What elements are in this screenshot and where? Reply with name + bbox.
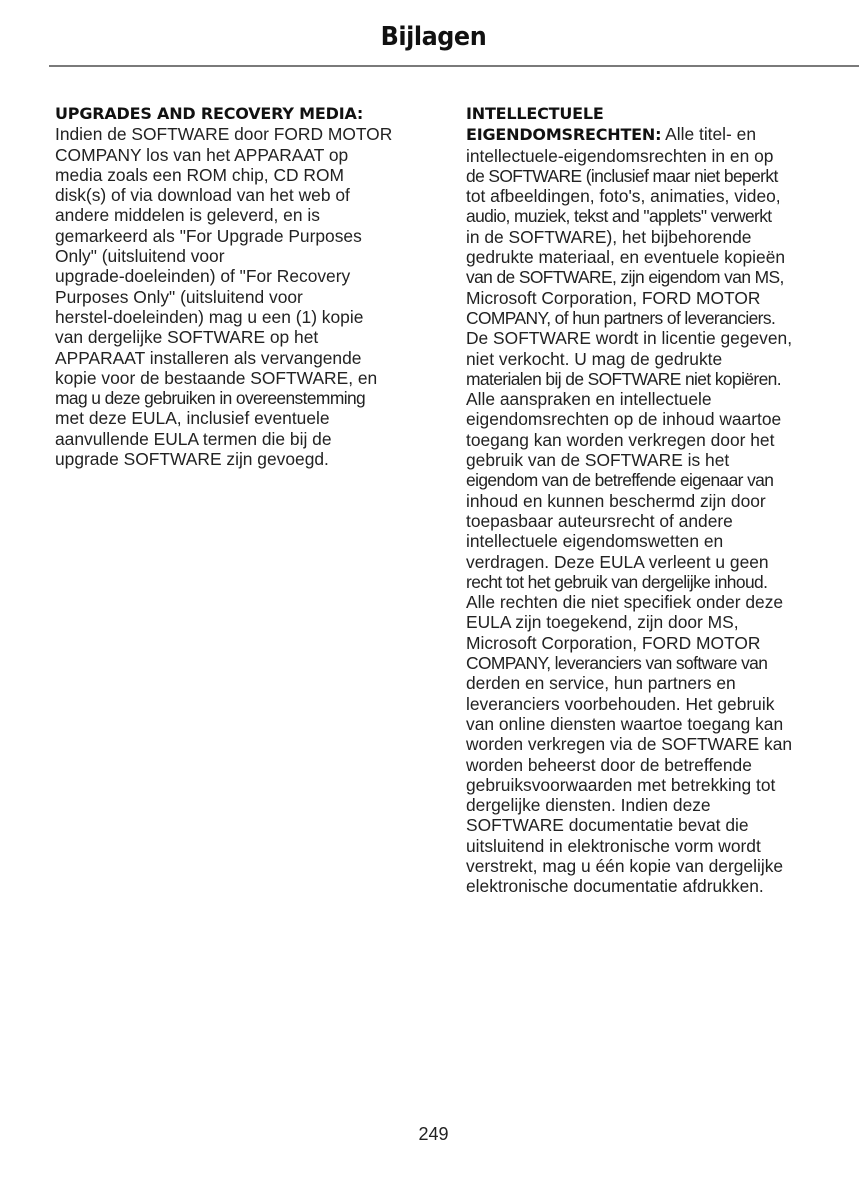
section-heading-continuation: EIGENDOMSRECHTEN: [466,125,662,145]
paragraph-line: met deze EULA, inclusief eventuele [55,408,330,429]
paragraph-line: niet verkocht. U mag de gedrukte [466,348,723,369]
paragraph-line: COMPANY los van het APPARAAT op [55,144,349,165]
paragraph-line: audio, muziek, tekst and "applets" verwerkt [466,206,772,227]
section-heading-intellectual-property: INTELLECTUELE [466,104,604,123]
paragraph-line: gebruiksvoorwaarden met betrekking tot [466,774,776,795]
paragraph-line: elektronische documentatie afdrukken. [466,876,764,897]
paragraph-line: van online diensten waartoe toegang kan [466,713,784,734]
paragraph-line: De SOFTWARE wordt in licentie gegeven, [466,328,793,349]
paragraph-line: recht tot het gebruik van dergelijke inhoud. [466,571,768,592]
paragraph-line: derden en service, hun partners en [466,673,736,694]
paragraph-line: Alle aanspraken en intellectuele [466,389,712,410]
paragraph-line: kopie voor de bestaande SOFTWARE, en [55,367,378,388]
paragraph-line: eigendomsrechten op de inhoud waartoe [466,409,782,430]
paragraph-line: toegang kan worden verkregen door het [466,429,775,450]
left-column [55,104,450,469]
paragraph-line: verdragen. Deze EULA verleent u geen [466,551,769,572]
header-divider [49,65,859,67]
paragraph-line: disk(s) of via download van het web of [55,185,350,206]
paragraph-line: in de SOFTWARE), het bijbehorende [466,226,752,247]
paragraph-line: leveranciers voorbehouden. Het gebruik [466,693,775,714]
paragraph-line: van de SOFTWARE, zijn eigendom van MS, [466,267,784,288]
paragraph-line: gebruik van de SOFTWARE is het [466,450,730,471]
paragraph-line: uitsluitend in elektronische vorm wordt [466,835,761,856]
paragraph-line: andere middelen is geleverd, en is [55,205,320,226]
paragraph-line: gemarkeerd als "For Upgrade Purposes [55,225,362,246]
paragraph-line: gedrukte materiaal, en eventuele kopieën [466,247,786,268]
right-column [466,104,861,897]
section-heading-upgrades: UPGRADES AND RECOVERY MEDIA: [55,104,364,123]
paragraph-line: Indien de SOFTWARE door FORD MOTOR [55,124,393,145]
paragraph-line: Purposes Only" (uitsluitend voor [55,286,303,307]
paragraph-line: de SOFTWARE (inclusief maar niet beperkt [466,165,778,186]
paragraph-lead-in: Alle titel- en [661,124,757,145]
paragraph-line: materialen bij de SOFTWARE niet kopiëren. [466,368,781,389]
paragraph-line: eigendom van de betreffende eigenaar van [466,470,774,491]
paragraph-line: worden verkregen via de SOFTWARE kan [466,734,793,755]
paragraph-line: inhoud en kunnen beschermd zijn door [466,490,766,511]
page-header [0,22,867,52]
page-title: Bijlagen [380,22,487,52]
paragraph-line: EULA zijn toegekend, zijn door MS, [466,612,739,633]
paragraph-line: tot afbeeldingen, foto's, animaties, video, [466,186,781,207]
heading-with-lead-in [466,124,861,145]
paragraph-line: worden beheerst door de betreffende [466,754,752,775]
paragraph-line: intellectuele eigendomswetten en [466,531,724,552]
paragraph-line: Only" (uitsluitend voor [55,246,225,267]
paragraph-line: toepasbaar auteursrecht of andere [466,510,733,531]
paragraph-line: verstrekt, mag u één kopie van dergelijke [466,855,784,876]
paragraph-line: upgrade SOFTWARE zijn gevoegd. [55,449,329,470]
paragraph-line: SOFTWARE documentatie bevat die [466,815,749,836]
paragraph-line: media zoals een ROM chip, CD ROM [55,164,344,185]
paragraph-line: dergelijke diensten. Indien deze [466,795,711,816]
page-number: 249 [418,1124,449,1144]
paragraph-line: intellectuele-eigendomsrechten in en op [466,145,774,166]
paragraph-line: Microsoft Corporation, FORD MOTOR [466,287,761,308]
paragraph-line: herstel-doeleinden) mag u een (1) kopie [55,306,364,327]
paragraph-line: aanvullende EULA termen die bij de [55,428,332,449]
paragraph-line: van dergelijke SOFTWARE op het [55,327,319,348]
paragraph-line: COMPANY, of hun partners of leveranciers. [466,307,776,328]
paragraph-line: Alle rechten die niet specifiek onder deze [466,592,784,613]
paragraph-line: APPARAAT installeren als vervangende [55,347,362,368]
paragraph-line: mag u deze gebruiken in overeenstemming [55,388,366,409]
paragraph-line: Microsoft Corporation, FORD MOTOR [466,632,761,653]
paragraph-line: COMPANY, leveranciers van software van [466,653,768,674]
paragraph-line: upgrade-doeleinden) of "For Recovery [55,266,351,287]
